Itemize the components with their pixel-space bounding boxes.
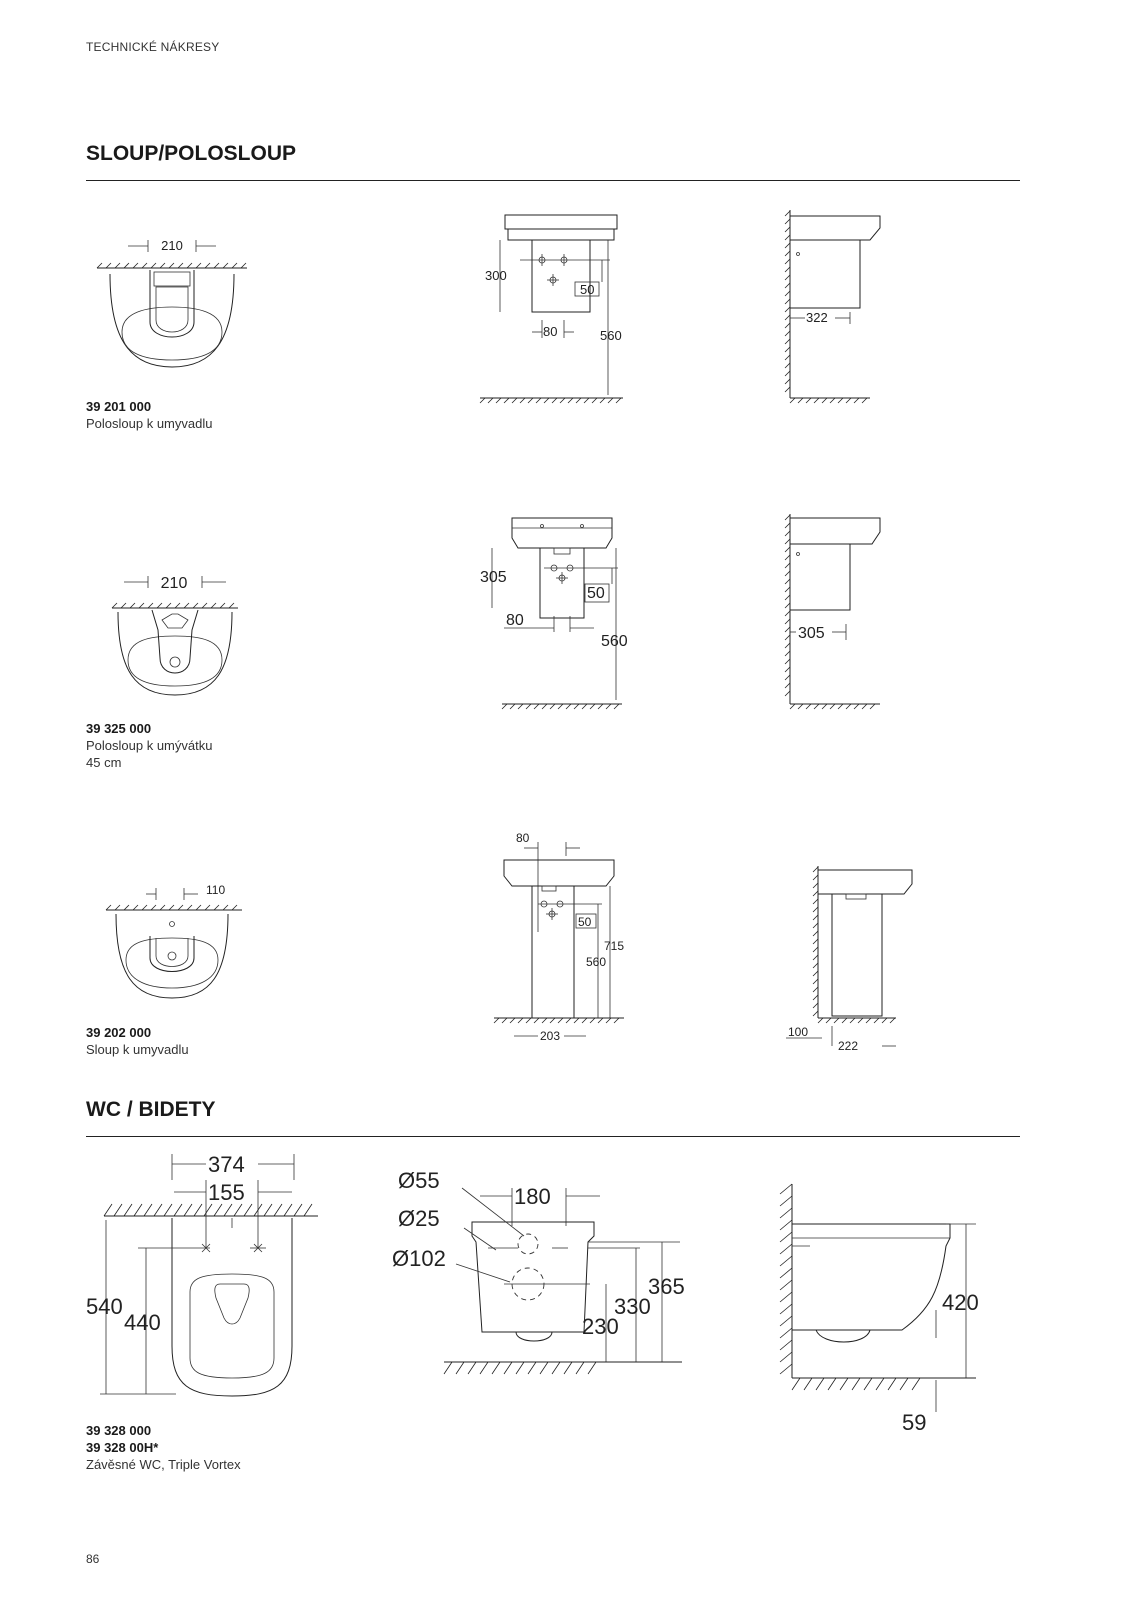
dim-365: 365 [648,1274,685,1299]
dim-110: 110 [206,883,226,897]
section-title-wc: WC / BIDETY [86,1098,216,1121]
drawing-39201000-top [92,232,252,382]
dim-203: 203 [540,1029,561,1043]
product-code: 39 328 000 [86,1423,152,1438]
product-description-size: 45 cm [86,755,122,770]
dim-100: 100 [788,1025,809,1039]
dim-540: 540 [86,1294,123,1319]
drawing-39201000-front [480,210,640,410]
section-title-sloup: SLOUP/POLOSLOUP [86,142,297,165]
dim-305: 305 [480,569,507,586]
product-description: Polosloup k umyvadlu [86,416,213,431]
dim-560: 560 [601,633,628,650]
dim-222: 222 [838,1039,859,1053]
product-description: Polosloup k umývátku [86,738,213,753]
drawing-39325000-front [480,512,644,722]
dim-155: 155 [208,1180,245,1205]
drawing-wc-side [770,1180,1030,1450]
product-code: 39 201 000 [86,399,152,414]
drawing-wc-front [392,1168,692,1408]
dim-80: 80 [543,324,558,339]
dim-560: 560 [586,955,607,969]
drawing-39202000-side [786,866,926,1066]
drawing-39201000-side [780,208,900,408]
dim-50: 50 [580,282,595,297]
dim-210: 210 [160,575,188,592]
drawing-39202000-front [494,832,634,1068]
dim-330: 330 [614,1294,651,1319]
dim-300: 300 [485,268,507,283]
drawing-39325000-side [780,512,900,722]
dim-322: 322 [806,310,828,325]
section-rule [86,180,1020,181]
dim-210: 210 [161,238,183,253]
product-code: 39 202 000 [86,1025,152,1040]
running-head: TECHNICKÉ NÁKRESY [86,40,220,54]
dim-80: 80 [516,831,530,845]
dim-560: 560 [600,328,622,343]
dim-440: 440 [124,1310,161,1335]
drawing-39325000-top [110,570,240,710]
product-description: Závěsné WC, Triple Vortex [86,1457,241,1472]
dim-d55: Ø55 [398,1168,440,1193]
dim-80: 80 [506,612,524,629]
product-code-h: 39 328 00H* [86,1440,159,1455]
dim-715: 715 [604,939,625,953]
drawing-39202000-top [104,880,244,1020]
dim-374: 374 [208,1152,245,1177]
dim-d25: Ø25 [398,1206,440,1231]
dim-180: 180 [514,1184,551,1209]
dim-59: 59 [902,1410,927,1435]
dim-50: 50 [578,915,592,929]
dim-305: 305 [798,625,825,642]
product-code: 39 325 000 [86,721,152,736]
dim-420: 420 [942,1290,979,1315]
dim-50: 50 [587,585,605,602]
dim-230: 230 [582,1314,619,1339]
wall-hatch [97,263,246,268]
page-number: 86 [86,1552,100,1566]
dim-d102: Ø102 [392,1246,446,1271]
drawing-wc-top [86,1150,346,1430]
section-rule [86,1136,1020,1137]
product-description: Sloup k umyvadlu [86,1042,189,1057]
